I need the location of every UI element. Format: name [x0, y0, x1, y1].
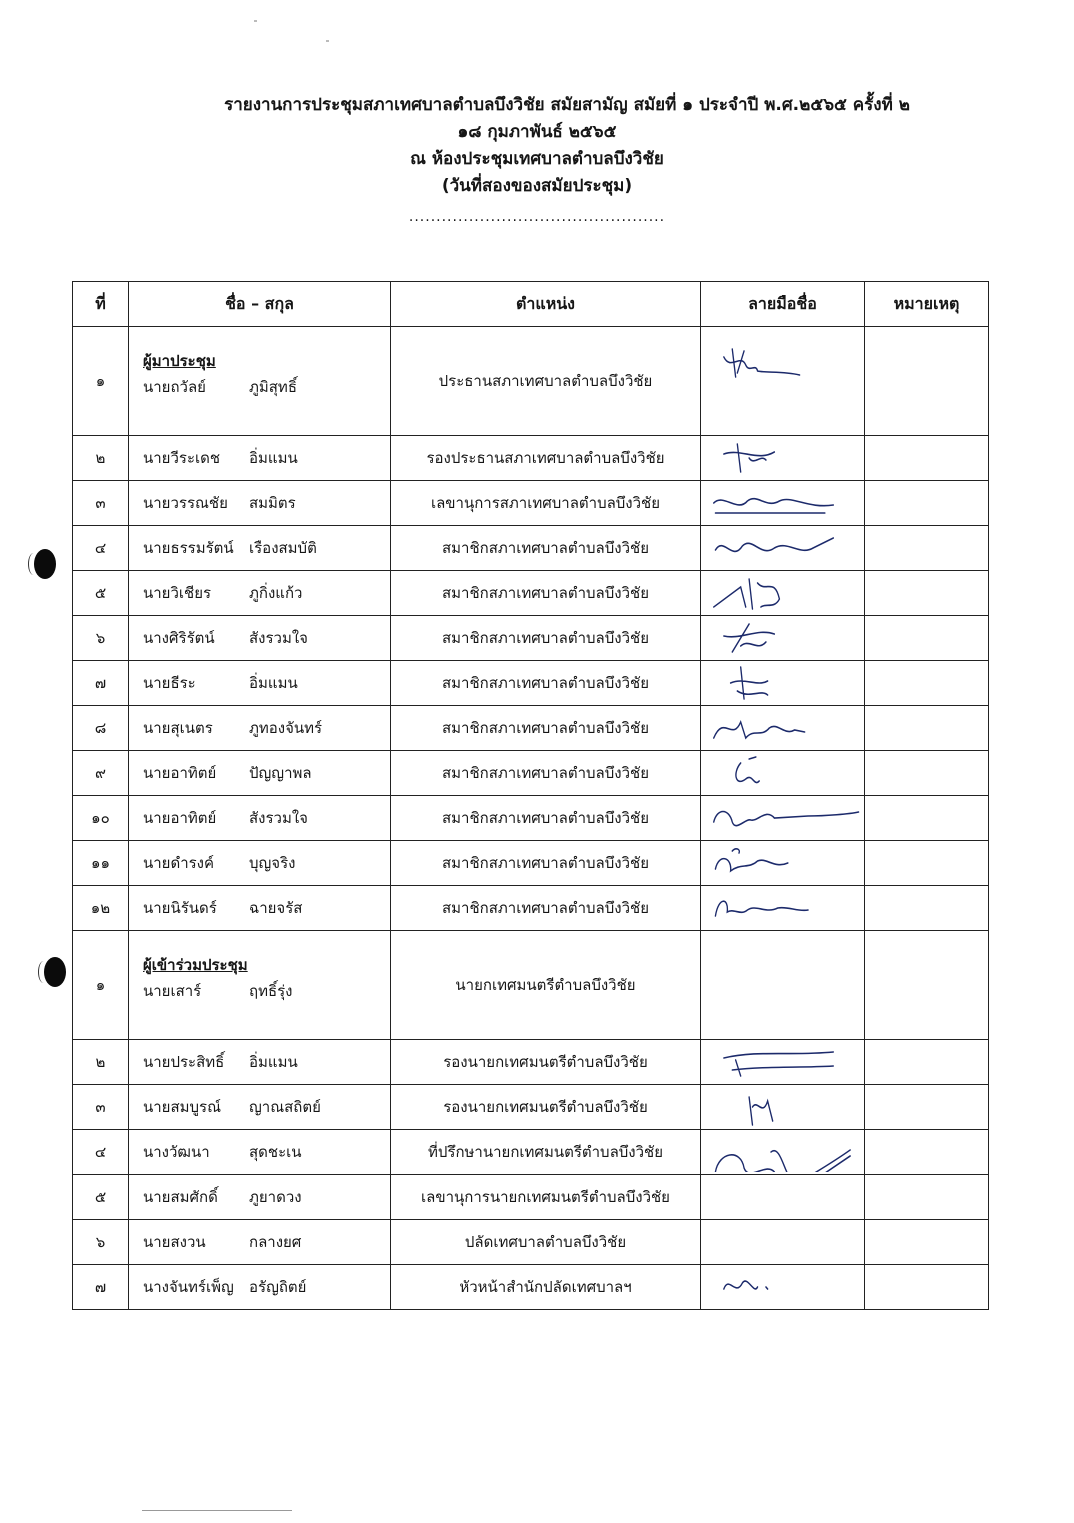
last-name: อิ่มแมน: [249, 449, 298, 467]
handwritten-signature: [707, 888, 865, 928]
row-number: ๓: [73, 1085, 129, 1130]
title-separator: ...............................................: [408, 209, 666, 225]
signature-cell: [701, 796, 865, 841]
row-number: ๑: [73, 327, 129, 436]
col-header-no: ที่: [73, 282, 129, 327]
member-position: รองประธานสภาเทศบาลตำบลบึงวิชัย: [391, 436, 701, 481]
member-position: สมาชิกสภาเทศบาลตำบลบึงวิชัย: [391, 661, 701, 706]
signature-cell: [701, 1085, 865, 1130]
member-position: สมาชิกสภาเทศบาลตำบลบึงวิชัย: [391, 706, 701, 751]
first-name: นายวิเชียร: [143, 584, 212, 602]
row-number: ๕: [73, 1175, 129, 1220]
member-name: [129, 931, 391, 1040]
first-name: นายประสิทธิ์: [143, 1053, 225, 1071]
member-position: สมาชิกสภาเทศบาลตำบลบึงวิชัย: [391, 886, 701, 931]
remark-cell: [865, 1175, 989, 1220]
footer-rule: [142, 1510, 292, 1511]
member-position: สมาชิกสภาเทศบาลตำบลบึงวิชัย: [391, 616, 701, 661]
punch-hole-icon: [44, 957, 66, 987]
last-name: สังรวมใจ: [249, 629, 308, 647]
member-position: สมาชิกสภาเทศบาลตำบลบึงวิชัย: [391, 751, 701, 796]
member-name: [129, 616, 391, 661]
row-number: ๑๑: [73, 841, 129, 886]
table-row: [73, 1265, 989, 1310]
handwritten-signature: [707, 798, 865, 838]
member-name: [129, 841, 391, 886]
col-header-signature: ลายมือชื่อ: [701, 282, 865, 327]
remark-cell: [865, 1220, 989, 1265]
member-position: สมาชิกสภาเทศบาลตำบลบึงวิชัย: [391, 796, 701, 841]
col-header-name: ชื่อ – สกุล: [129, 282, 391, 327]
handwritten-signature: [707, 1132, 865, 1172]
member-position: ประธานสภาเทศบาลตำบลบึงวิชัย: [391, 327, 701, 436]
member-position: รองนายกเทศมนตรีตำบลบึงวิชัย: [391, 1040, 701, 1085]
remark-cell: [865, 706, 989, 751]
remark-cell: [865, 1085, 989, 1130]
first-name: นายอาทิตย์: [143, 764, 217, 782]
row-number: ๒: [73, 1040, 129, 1085]
table-row: [73, 886, 989, 931]
table-row: [73, 796, 989, 841]
last-name: อิ่มแมน: [249, 674, 298, 692]
row-number: ๗: [73, 1265, 129, 1310]
handwritten-signature: [707, 528, 865, 568]
member-position: เลขานุการนายกเทศมนตรีตำบลบึงวิชัย: [391, 1175, 701, 1220]
member-name: [129, 571, 391, 616]
row-number: ๕: [73, 571, 129, 616]
handwritten-signature: [707, 1042, 865, 1082]
signature-cell: [701, 1265, 865, 1310]
remark-cell: [865, 841, 989, 886]
handwritten-signature: [707, 1087, 865, 1127]
signature-cell: [701, 931, 865, 1040]
last-name: ญาณสถิตย์: [249, 1098, 321, 1116]
member-name: [129, 1085, 391, 1130]
last-name: สุดชะเน: [249, 1143, 302, 1161]
table-row: [73, 1085, 989, 1130]
signature-cell: [701, 1175, 865, 1220]
remark-cell: [865, 1265, 989, 1310]
remark-cell: [865, 661, 989, 706]
remark-cell: [865, 327, 989, 436]
last-name: อิ่มแมน: [249, 1053, 298, 1071]
first-name: นางจันทร์เพ็ญ: [143, 1278, 234, 1296]
row-number: ๔: [73, 526, 129, 571]
signature-cell: [701, 526, 865, 571]
last-name: ภูกิ่งแก้ว: [249, 584, 303, 602]
meeting-day-note: (วันที่สองของสมัยประชุม): [441, 176, 633, 196]
signature-cell: [701, 1220, 865, 1265]
handwritten-signature: [707, 753, 865, 793]
meeting-date: ๑๘ กุมภาพันธ์ ๒๕๖๕: [457, 122, 617, 142]
row-number: ๑: [73, 931, 129, 1040]
remark-cell: [865, 796, 989, 841]
table-header-row: [73, 282, 989, 327]
table-row: [73, 1175, 989, 1220]
table-row: [73, 526, 989, 571]
remark-cell: [865, 526, 989, 571]
remark-cell: [865, 931, 989, 1040]
signature-cell: [701, 886, 865, 931]
signature-cell: [701, 327, 865, 436]
member-position: สมาชิกสภาเทศบาลตำบลบึงวิชัย: [391, 841, 701, 886]
last-name: ภูมิสุทธิ์: [249, 378, 297, 396]
row-number: ๔: [73, 1130, 129, 1175]
first-name: นายนิรันดร์: [143, 899, 217, 917]
member-name: [129, 436, 391, 481]
first-name: นายสมบูรณ์: [143, 1098, 222, 1116]
section-title: ผู้เข้าร่วมประชุม: [143, 956, 248, 974]
table-row: [73, 931, 989, 1040]
table-row: [73, 1040, 989, 1085]
table-row: [73, 751, 989, 796]
member-position: ที่ปรึกษานายกเทศมนตรีตำบลบึงวิชัย: [391, 1130, 701, 1175]
table-row: [73, 1220, 989, 1265]
member-position: หัวหน้าสำนักปลัดเทศบาลฯ: [391, 1265, 701, 1310]
signature-cell: [701, 436, 865, 481]
handwritten-signature: [707, 573, 865, 613]
handwritten-signature: [707, 343, 865, 419]
member-name: [129, 796, 391, 841]
table-row: [73, 1130, 989, 1175]
remark-cell: [865, 1130, 989, 1175]
member-name: [129, 1265, 391, 1310]
member-name: [129, 1040, 391, 1085]
first-name: นายสงวน: [143, 1233, 206, 1251]
remark-cell: [865, 616, 989, 661]
row-number: ๘: [73, 706, 129, 751]
member-name: [129, 1175, 391, 1220]
row-number: ๑๒: [73, 886, 129, 931]
member-position: ปลัดเทศบาลตำบลบึงวิชัย: [391, 1220, 701, 1265]
first-name: นายเสาร์: [143, 982, 202, 1000]
member-position: รองนายกเทศมนตรีตำบลบึงวิชัย: [391, 1085, 701, 1130]
member-name: [129, 526, 391, 571]
section-title: ผู้มาประชุม: [143, 352, 216, 370]
handwritten-signature: [707, 483, 865, 523]
first-name: นายสุเนตร: [143, 719, 213, 737]
row-number: ๖: [73, 616, 129, 661]
handwritten-signature: [707, 438, 865, 478]
signature-cell: [701, 751, 865, 796]
signature-cell: [701, 1130, 865, 1175]
last-name: เรืองสมบัติ: [249, 539, 317, 557]
row-number: ๙: [73, 751, 129, 796]
first-name: นายถวัลย์: [143, 378, 206, 396]
table-row: [73, 661, 989, 706]
member-position: สมาชิกสภาเทศบาลตำบลบึงวิชัย: [391, 526, 701, 571]
last-name: บุญจริง: [249, 854, 296, 872]
signature-cell: [701, 571, 865, 616]
first-name: นายวีระเดช: [143, 449, 221, 467]
last-name: ฤทธิ์รุ่ง: [249, 982, 293, 1000]
first-name: นายสมศักดิ์: [143, 1188, 218, 1206]
table-row: [73, 841, 989, 886]
remark-cell: [865, 751, 989, 796]
handwritten-signature: [707, 708, 865, 748]
member-position: สมาชิกสภาเทศบาลตำบลบึงวิชัย: [391, 571, 701, 616]
scan-speck: [254, 20, 257, 22]
document-header: [0, 92, 1074, 231]
row-number: ๒: [73, 436, 129, 481]
signature-cell: [701, 481, 865, 526]
last-name: ปัญญาพล: [249, 764, 312, 782]
last-name: สังรวมใจ: [249, 809, 308, 827]
signature-cell: [701, 1040, 865, 1085]
table-row: [73, 481, 989, 526]
handwritten-signature: [707, 1267, 865, 1307]
member-name: [129, 751, 391, 796]
remark-cell: [865, 886, 989, 931]
punch-hole-icon: [34, 549, 56, 579]
remark-cell: [865, 436, 989, 481]
first-name: นายอาทิตย์: [143, 809, 217, 827]
col-header-remark: หมายเหตุ: [865, 282, 989, 327]
handwritten-signature: [707, 618, 865, 658]
remark-cell: [865, 1040, 989, 1085]
attendance-table: [72, 281, 989, 1310]
row-number: ๑๐: [73, 796, 129, 841]
member-name: [129, 661, 391, 706]
table-row: [73, 327, 989, 436]
member-name: [129, 327, 391, 436]
signature-cell: [701, 616, 865, 661]
member-name: [129, 1220, 391, 1265]
last-name: ภูยาดวง: [249, 1188, 302, 1206]
handwritten-signature: [707, 663, 865, 703]
table-row: [73, 571, 989, 616]
remark-cell: [865, 481, 989, 526]
first-name: นายดำรงค์: [143, 854, 215, 872]
first-name: นายธีระ: [143, 674, 196, 692]
meeting-venue: ณ ห้องประชุมเทศบาลตำบลบึงวิชัย: [410, 149, 664, 169]
row-number: ๓: [73, 481, 129, 526]
remark-cell: [865, 571, 989, 616]
member-name: [129, 1130, 391, 1175]
signature-cell: [701, 661, 865, 706]
scan-speck: [326, 40, 329, 42]
signature-cell: [701, 841, 865, 886]
last-name: ภูทองจันทร์: [249, 719, 323, 737]
document-title: รายงานการประชุมสภาเทศบาลตำบลบึงวิชัย สมัยสามัญ สมัยที่ ๑ ประจำปี พ.ศ.๒๕๖๕ ครั้งที่ ๒: [224, 95, 910, 115]
table-row: [73, 436, 989, 481]
member-position: เลขานุการสภาเทศบาลตำบลบึงวิชัย: [391, 481, 701, 526]
last-name: ฉายจรัส: [249, 899, 303, 917]
first-name: นายวรรณชัย: [143, 494, 228, 512]
signature-cell: [701, 706, 865, 751]
member-position: นายกเทศมนตรีตำบลบึงวิชัย: [391, 931, 701, 1040]
last-name: กลางยศ: [249, 1233, 302, 1251]
col-header-position: ตำแหน่ง: [391, 282, 701, 327]
member-name: [129, 481, 391, 526]
last-name: สมมิตร: [249, 494, 296, 512]
row-number: ๗: [73, 661, 129, 706]
first-name: นายธรรมรัตน์: [143, 539, 234, 557]
first-name: นางวัฒนา: [143, 1143, 210, 1161]
member-name: [129, 706, 391, 751]
first-name: นางศิริรัตน์: [143, 629, 215, 647]
row-number: ๖: [73, 1220, 129, 1265]
handwritten-signature: [707, 843, 865, 883]
member-name: [129, 886, 391, 931]
table-row: [73, 616, 989, 661]
table-row: [73, 706, 989, 751]
last-name: อรัญถิตย์: [249, 1278, 307, 1296]
